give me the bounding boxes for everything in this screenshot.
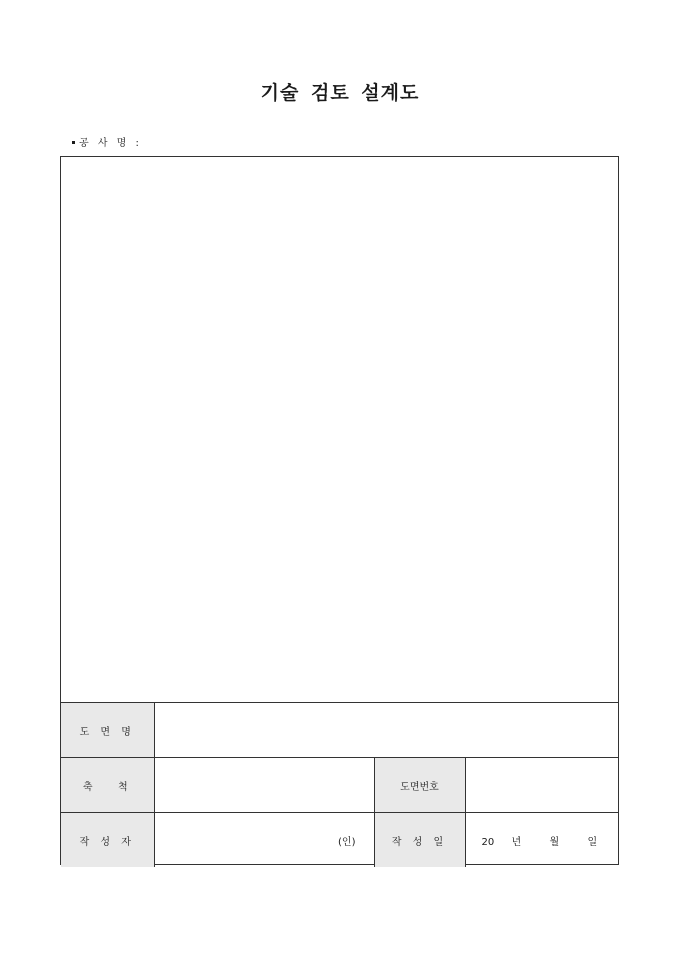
drawing-number-field[interactable] bbox=[465, 758, 618, 813]
title-block-table bbox=[61, 702, 618, 867]
date-year-prefix: 20 bbox=[481, 836, 495, 848]
document-title: 기술 검토 설계도 bbox=[260, 82, 420, 104]
table-row-scale bbox=[61, 758, 618, 813]
drawing-area[interactable] bbox=[61, 157, 618, 702]
drawing-name-label: 도 면 명 bbox=[61, 703, 154, 758]
scale-label: 축 척 bbox=[61, 758, 154, 813]
project-name-line bbox=[72, 134, 142, 149]
drawing-number-label: 도면번호 bbox=[374, 758, 465, 813]
drawing-name-field[interactable] bbox=[154, 703, 618, 758]
date-year-unit: 년 bbox=[511, 836, 522, 848]
date-label: 작 성 일 bbox=[374, 813, 465, 868]
seal-mark: (인) bbox=[338, 836, 356, 848]
scale-field[interactable] bbox=[154, 758, 374, 813]
table-row-drawing-name bbox=[61, 703, 618, 758]
author-label: 작 성 자 bbox=[61, 813, 154, 868]
date-field[interactable] bbox=[465, 813, 618, 868]
date-day-unit: 일 bbox=[587, 836, 598, 848]
author-field[interactable] bbox=[154, 813, 374, 868]
date-month-unit: 월 bbox=[549, 836, 560, 848]
table-row-author bbox=[61, 813, 618, 868]
bullet-icon bbox=[72, 141, 75, 144]
drawing-form bbox=[60, 156, 619, 865]
project-name-label: 공 사 명 : bbox=[79, 138, 142, 149]
